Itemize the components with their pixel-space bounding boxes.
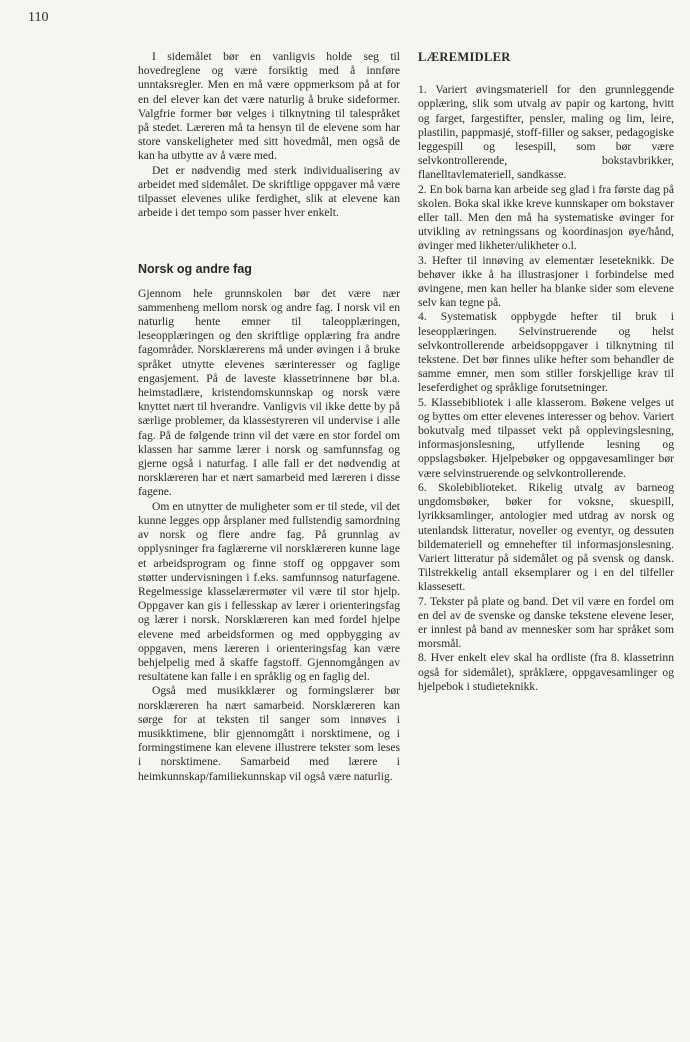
right-column [418, 50, 674, 694]
section-heading: LÆREMIDLER [418, 50, 511, 64]
paragraph: Også med musikklærer og formingslærer bør norsklæreren ha nært samarbeid. Norsklæreren kan sørge for at teksten til sanger som innøves i musikktimene, blir gjennomgått i norsktimene, og i formingstimene kan elevene illustrere tekster som leses i norsktimene. Samarbeid med lærere i heimkunnskap/familiekunnskap vil også være naturlig. [138, 684, 400, 783]
section-heading: Norsk og andre fag [138, 262, 252, 277]
list-item: 4. Systematisk oppbygde hefter til bruk i leseopplæringen. Selvinstruerende og helst selvkontrollerende arbeidsoppgaver i tilknytning til tekstene. Det bør finnes ulike hefter som behandler de samme emner, men som stiller forskjellige krav til leseferdighet og språklige forutsetninger. [418, 310, 674, 395]
list-item: 5. Klassebibliotek i alle klasserom. Bøkene velges ut og byttes om etter elevenes interesser og behov. Variert bokutvalg med tilpasset vekt på opplevingslesning, informasjonslesning, utfyllende lesning og oppslagsbøker. Hjelpebøker og oppgavesamlinger bør være selvinstruerende og selvkontrollerende. [418, 395, 674, 480]
list-item: 2. En bok barna kan arbeide seg glad i fra første dag på skolen. Boka skal ikke kreve kunnskaper om bokstaver eller tall. Men den må ha systematiske øvinger for utvikling av retningssans og koordinasjon øye/hånd, øvinger med likheter/ulikheter o.l. [418, 182, 674, 253]
list-item: 3. Hefter til innøving av elementær leseteknikk. De behøver ikke å ha illustrasjoner i forbindelse med øvingene, men kan heller ha blanke sider som elevene selv kan tegne på. [418, 253, 674, 310]
paragraph: Om en utnytter de muligheter som er til stede, vil det kunne legges opp årsplaner med fullstendig samordning av norsk og flere andre fag. På grunnlag av opplysninger fra faglærerne vil norsklæreren kunne lage et arbeidsprogram og finne stoff og oppgaver som støtter undervisningen i f.eks. samfunnsog naturfagene. Regelmessige klasselærermøter vil være til stor hjelp. Oppgaver kan gis i fellesskap av lærer i orienteringsfag og lærer i norsk. Norsklæreren kan med fordel hjelpe elevene med arbeidsformen og med oppbygging av oppgaven, mens læreren i orienteringsfag kan være behjelpelig med å skaffe fagstoff. Gjennomgången av resultatene kan falle i en språklig og en faglig del. [138, 499, 400, 684]
page-number: 110 [28, 10, 49, 25]
paragraph: I sidemålet bør en vanligvis holde seg til hovedreglene og være forsiktig med å innføre unntaksregler. Men en må være oppmerksom på at for en del elever kan det være naturlig å bruke sideformer. Valgfrie former bør velges i tilknytning til talespråket på stedet. Læreren må ta hensyn til de elevene som har store vanskeligheter med sitt hovedmål, men også de kan ha utbytte av å være med. [138, 50, 400, 163]
list-item: 6. Skolebiblioteket. Rikelig utvalg av barneog ungdomsbøker, bøker for voksne, skuespill, lyrikksamlinger, antologier med utdrag av norsk og utenlandsk litteratur, noveller og eventyr, og dessuten bildemateriell og emnehefter til informasjonslesning. Variert litteratur på sidemålet og på svensk og dansk. Tilstrekkelig antall eksemplarer og i en del tilfeller klassesett. [418, 480, 674, 594]
list-item: 1. Variert øvingsmateriell for den grunnleggende opplæring, slik som utvalg av papir og kartong, hvitt og farget, fargestifter, pensler, maling og lim, leire, plastilin, pappmasjé, stoff-filler og sakser, pedagogiske leggespill og lesespill, som bør være selvkontrollerende, bokstavbrikker, flanelltavlemateriell, sandkasse. [418, 83, 674, 182]
paragraph: Gjennom hele grunnskolen bør det være nær sammenheng mellom norsk og andre fag. I norsk vil en naturlig hente emner til taleopplæringen, leseopplæringen og den skriftlige opplæring fra andre fagområder. Norsklærerens må under øvingen i å bruke språket utnytte elevenes særinteresser og faglige engasjement. På de laveste klassetrinnene bør bl.a. heimstadlære, kristendomskunnskap og norsk være knyttet nært til hverandre. Vanligvis vil ikke dette by på særlige problemer, da klassestyreren vil undervise i alle fag. På de følgende trinn vil det være en stor fordel om klassen har samme lærer i norsk og samfunnsfag og gjerne også i naturfag. I alle fall er det nødvendig at norsklæreren har et nært samarbeid med læreren i disse fagene. [138, 286, 400, 499]
paragraph: Det er nødvendig med sterk individualisering av arbeidet med sidemålet. De skriftlige oppgaver må være tilpasset elevenes ulike ferdighet, slik at elevene kan arbeide i det tempo som passer hver enkelt. [138, 163, 400, 220]
list-item: 8. Hver enkelt elev skal ha ordliste (fra 8. klassetrinn også for sidemålet), språklære, oppgavesamlinger og hjelpebok i studieteknikk. [418, 651, 674, 693]
list-item: 7. Tekster på plate og band. Det vil være en fordel om en del av de svenske og danske tekstene elevene leser, er innlest på band av mennesker som har språket som morsmål. [418, 594, 674, 651]
left-column [138, 50, 400, 784]
